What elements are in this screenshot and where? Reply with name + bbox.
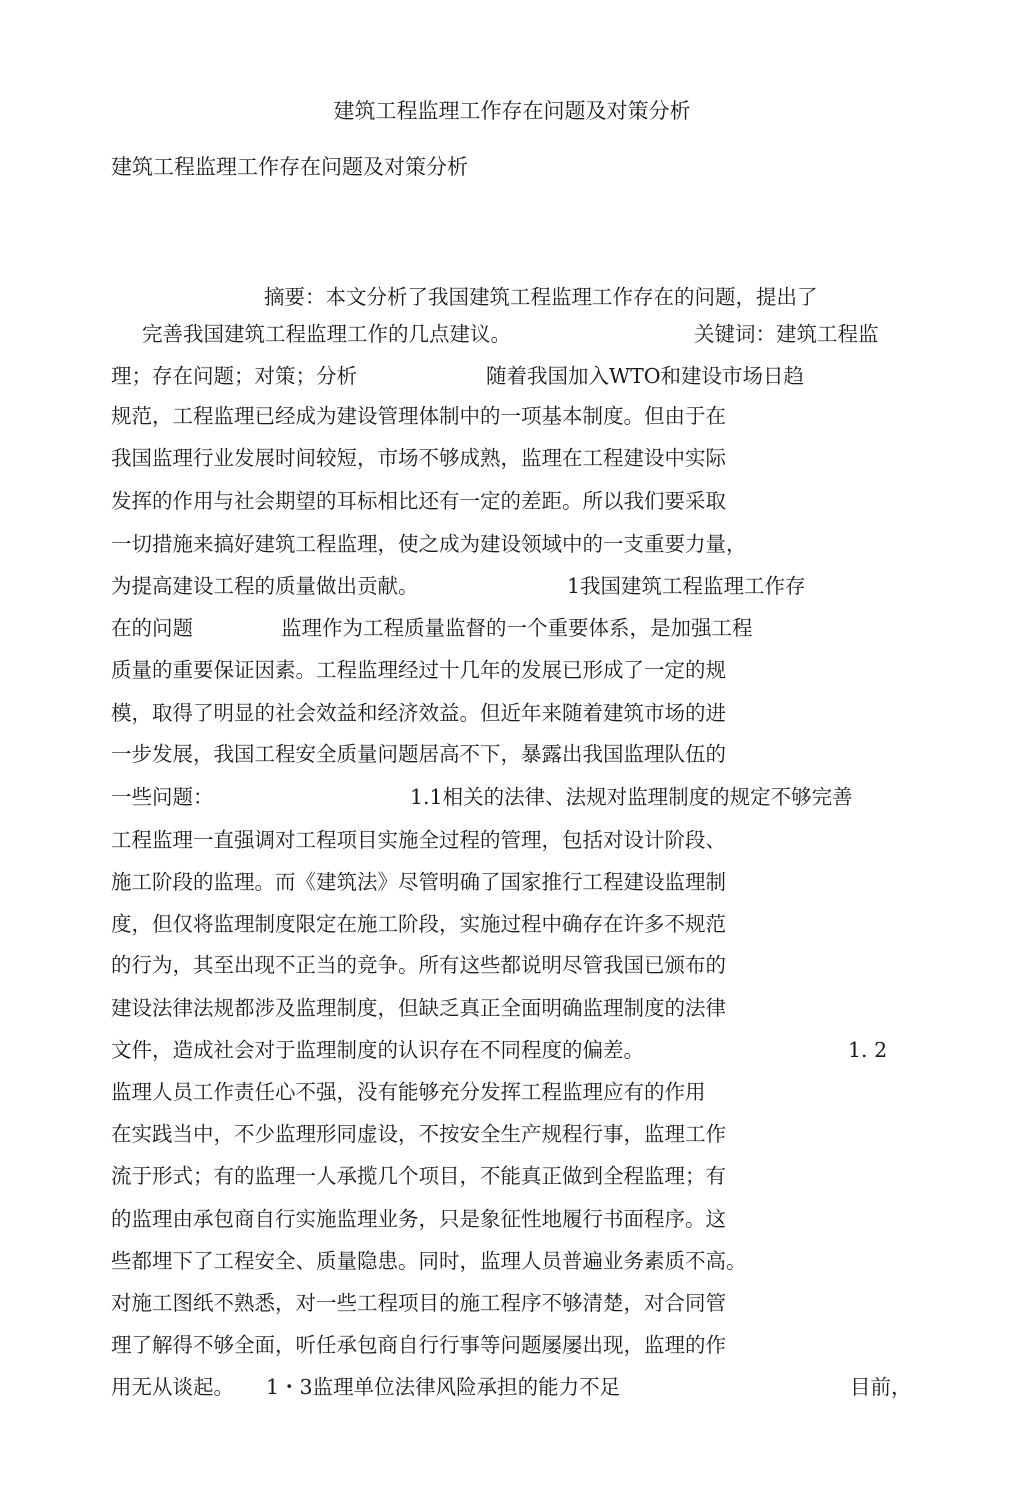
body-line	[0, 1243, 1024, 1279]
body-text: 1我国建筑工程监理工作存	[567, 574, 806, 598]
body-line	[0, 990, 1024, 1026]
body-line	[0, 652, 1024, 688]
body-line	[0, 1032, 1024, 1068]
body-line	[0, 483, 1024, 519]
body-text: 一步发展，我国工程安全质量问题居高不下，暴露出我国监理队伍的	[111, 742, 726, 766]
body-text: 的行为，其至出现不正当的竞争。所有这些都说明尽管我国已颁布的	[111, 953, 726, 977]
body-line	[0, 1074, 1024, 1110]
body-line	[0, 358, 1024, 394]
body-text: 对施工图纸不熟悉，对一些工程项目的施工程序不够清楚，对合同管	[111, 1291, 726, 1315]
body-line	[0, 864, 1024, 900]
body-line	[0, 279, 1024, 315]
body-text: 文件，造成社会对于监理制度的认识存在不同程度的偏差。	[111, 1038, 644, 1062]
section-heading: 1・3监理单位法律风险承担的能力不足	[266, 1375, 621, 1399]
body-line	[0, 1285, 1024, 1321]
body-line	[0, 568, 1024, 604]
body-text: 理了解得不够全面，听任承包商自行行事等问题屡屡出现，监理的作	[111, 1333, 726, 1357]
body-text: 目前，	[850, 1375, 912, 1399]
body-line	[0, 398, 1024, 434]
body-text: 在的问题	[111, 616, 193, 640]
body-text: 我国监理行业发展时间较短，市场不够成熟，监理在工程建设中实际	[111, 446, 726, 470]
body-text: 监理作为工程质量监督的一个重要体系，是加强工程	[281, 616, 753, 640]
body-line	[0, 736, 1024, 772]
body-text: 工程监理一直强调对工程项目实施全过程的管理，包括对设计阶段、	[111, 828, 726, 852]
body-text: 规范，工程监理已经成为建设管理体制中的一项基本制度。但由于在	[111, 404, 726, 428]
body-line	[0, 906, 1024, 942]
body-text: 模，取得了明显的社会效益和经济效益。但近年来随着建筑市场的进	[111, 701, 726, 725]
body-text: 一切措施来搞好建筑工程监理，使之成为建设领域中的一支重要力量，	[111, 532, 747, 556]
body-text: 一些问题：	[111, 785, 214, 809]
document-subtitle: 建筑工程监理工作存在问题及对策分析	[111, 155, 468, 179]
body-line	[0, 316, 1024, 352]
body-text: 理；存在问题；对策；分析	[111, 364, 357, 388]
body-text: 些都埋下了工程安全、质量隐患。同时，监理人员普遍业务素质不高。	[111, 1249, 747, 1273]
body-line	[0, 947, 1024, 983]
body-line	[0, 1369, 1024, 1405]
body-text: 关键词：建筑工程监	[694, 322, 879, 346]
section-number: 1. 2	[848, 1038, 888, 1062]
body-line	[0, 1116, 1024, 1152]
body-text: 随着我国加入WTO和建设市场日趋	[486, 364, 805, 388]
body-line	[0, 779, 1024, 815]
body-text: 用无从谈起。	[111, 1375, 234, 1399]
body-text: 摘要：本文分析了我国建筑工程监理工作存在的问题，提出了	[264, 285, 818, 309]
body-text: 在实践当中，不少监理形同虚设，不按安全生产规程行事，监理工作	[111, 1122, 726, 1146]
body-text: 度，但仅将监理制度限定在施工阶段，实施过程中确存在许多不规范	[111, 912, 726, 936]
body-text: 完善我国建筑工程监理工作的几点建议。	[142, 322, 511, 346]
body-line	[0, 1158, 1024, 1194]
document-title: 建筑工程监理工作存在问题及对策分析	[333, 99, 691, 123]
body-text: 发挥的作用与社会期望的耳标相比还有一定的差距。所以我们要采取	[111, 489, 726, 513]
body-line	[0, 610, 1024, 646]
body-line	[0, 822, 1024, 858]
body-text: 为提高建设工程的质量做出贡献。	[111, 574, 419, 598]
body-text: 的监理由承包商自行实施监理业务，只是象征性地履行书面程序。这	[111, 1207, 726, 1231]
section-heading: 1.1相关的法律、法规对监理制度的规定不够完善	[410, 785, 853, 809]
body-text: 质量的重要保证因素。工程监理经过十几年的发展已形成了一定的规	[111, 658, 726, 682]
body-text: 施工阶段的监理。而《建筑法》尽管明确了国家推行工程建设监理制	[111, 870, 726, 894]
body-line	[0, 526, 1024, 562]
body-text: 建设法律法规都涉及监理制度，但缺乏真正全面明确监理制度的法律	[111, 996, 726, 1020]
section-heading: 监理人员工作责任心不强，没有能够充分发挥工程监理应有的作用	[111, 1080, 706, 1104]
body-line	[0, 440, 1024, 476]
body-line	[0, 1201, 1024, 1237]
body-text: 流于形式；有的监理一人承揽几个项目，不能真正做到全程监理；有	[111, 1164, 726, 1188]
body-line	[0, 695, 1024, 731]
body-line	[0, 1327, 1024, 1363]
